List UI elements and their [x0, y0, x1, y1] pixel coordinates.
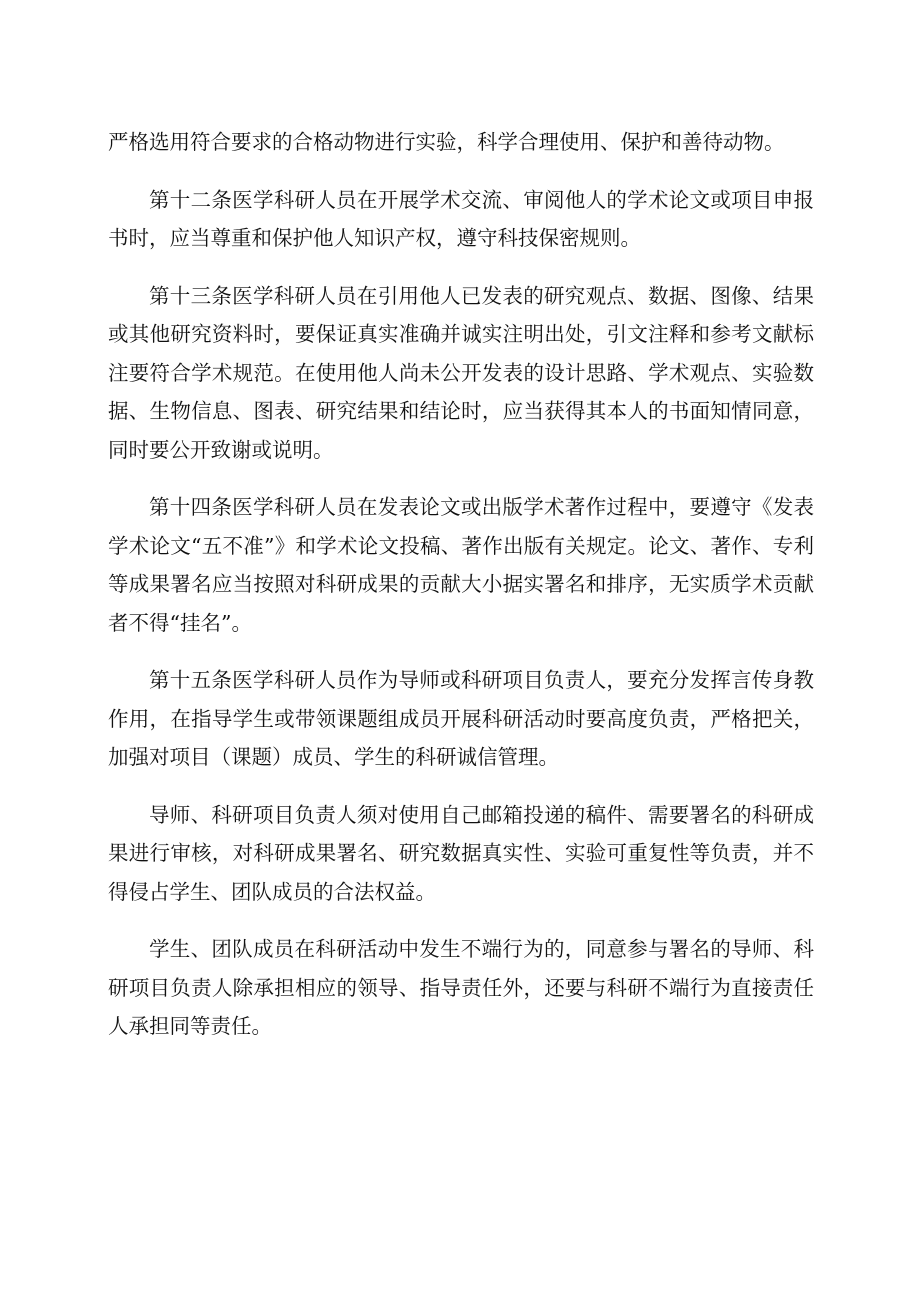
paragraph-continued: 严格选用符合要求的合格动物进行实验，科学合理使用、保护和善待动物。	[108, 130, 785, 154]
paragraph-article-12: 第十二条医学科研人员在开展学术交流、审阅他人的学术论文或项目申报书时，应当尊重和保护他人知识产权，遵守科技保密规则。	[108, 187, 814, 250]
paragraph-article-13: 第十三条医学科研人员在引用他人已发表的研究观点、数据、图像、结果或其他研究资料时，要保证真实准确并诚实注明出处，引文注释和参考文献标注要符合学术规范。在使用他人尚未公开发表的设计思路、学术观点、实验数据、生物信息、图表、研究结果和结论时，应当获得其本人的书面知情同意，同时要公开致谢或说明。	[108, 283, 814, 462]
paragraph-supervisor-duty: 导师、科研项目负责人须对使用自己邮箱投递的稿件、需要署名的科研成果进行审核，对科研成果署名、研究数据真实性、实验可重复性等负责，并不得侵占学生、团队成员的合法权益。	[108, 802, 814, 904]
paragraph-article-15: 第十五条医学科研人员作为导师或科研项目负责人，要充分发挥言传身教作用，在指导学生或带领课题组成员开展科研活动时要高度负责，严格把关，加强对项目（课题）成员、学生的科研诚信管理。	[108, 668, 814, 769]
document-page	[108, 123, 814, 1065]
paragraph-shared-responsibility: 学生、团队成员在科研活动中发生不端行为的，同意参与署名的导师、科研项目负责人除承担相应的领导、指导责任外，还要与科研不端行为直接责任人承担同等责任。	[108, 937, 814, 1038]
paragraph-article-14: 第十四条医学科研人员在发表论文或出版学术著作过程中，要遵守《发表学术论文“五不准”》和学术论文投稿、著作出版有关规定。论文、著作、专利等成果署名应当按照对科研成果的贡献大小据实署名和排序，无实质学术贡献者不得“挂名”。	[108, 495, 814, 635]
